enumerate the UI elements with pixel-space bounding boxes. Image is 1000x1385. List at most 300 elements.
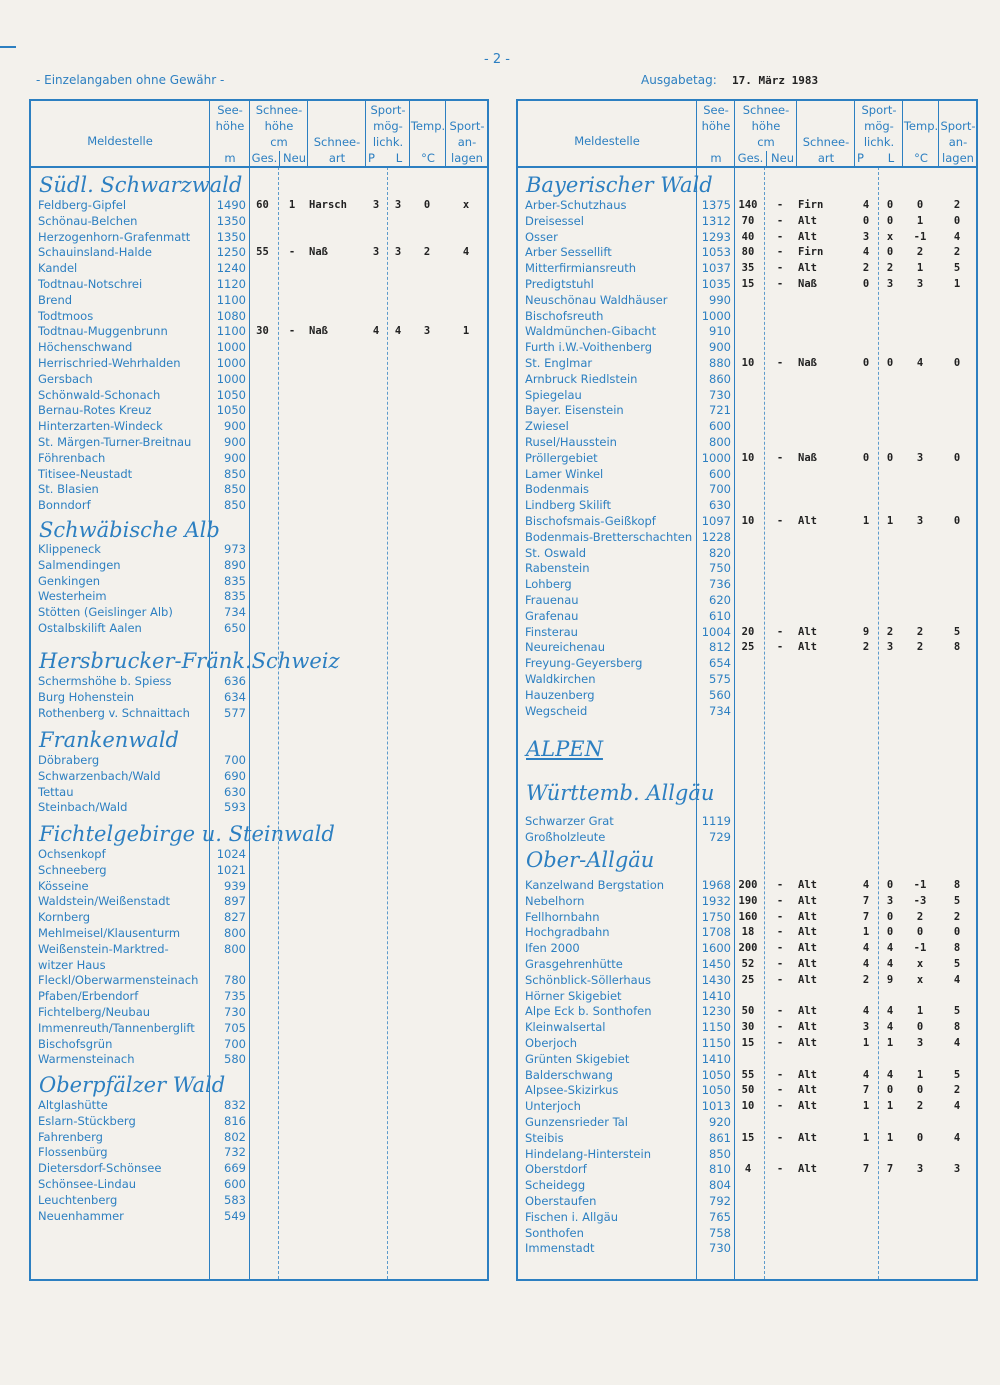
sport-p: 0 xyxy=(862,451,870,464)
sport-p: 2 xyxy=(862,262,870,275)
station-row xyxy=(518,1240,976,1256)
station-name: Oberjoch xyxy=(525,1036,577,1050)
station-row xyxy=(518,608,976,624)
header-sportanlagen xyxy=(445,101,488,166)
station-name: Zwiesel xyxy=(525,419,569,434)
station-row xyxy=(31,1129,487,1145)
sport-facilities: 2 xyxy=(953,910,961,923)
station-name: Brend xyxy=(38,292,73,307)
temperature: 0 xyxy=(916,1131,924,1144)
sport-l: 0 xyxy=(886,926,894,939)
sport-l: 3 xyxy=(394,246,402,259)
station-row xyxy=(518,276,976,292)
station-row xyxy=(518,560,976,576)
snow-type: Alt xyxy=(798,1084,817,1097)
station-name: St. Märgen-Turner-Breitnau xyxy=(38,435,192,449)
sport-l: 1 xyxy=(886,1037,894,1049)
station-altitude: 897 xyxy=(224,894,246,909)
snow-new: - xyxy=(288,325,296,338)
snow-new: - xyxy=(776,879,784,891)
station-row xyxy=(518,1114,976,1130)
station-altitude: 1119 xyxy=(701,814,731,828)
sport-facilities: 8 xyxy=(953,641,961,654)
station-altitude: 939 xyxy=(224,878,246,893)
station-row xyxy=(518,434,976,450)
station-name: Hochgradbahn xyxy=(525,925,610,940)
station-name: Fahrenberg xyxy=(38,1129,103,1144)
station-name: Flossenbürg xyxy=(38,1145,108,1160)
station-altitude: 1230 xyxy=(701,1004,731,1019)
sport-facilities: 8 xyxy=(953,1021,961,1034)
station-row xyxy=(31,1004,487,1020)
station-altitude: 1708 xyxy=(701,925,731,940)
sport-facilities: 3 xyxy=(953,1163,961,1176)
snow-type: Alt xyxy=(798,926,817,939)
sport-p: 3 xyxy=(862,230,870,243)
station-row xyxy=(518,197,976,213)
snow-total: 200 xyxy=(738,879,758,891)
sport-p: 4 xyxy=(862,1068,870,1081)
sport-l: 0 xyxy=(886,214,894,227)
station-altitude: 802 xyxy=(224,1129,246,1144)
station-altitude: 730 xyxy=(224,1005,246,1019)
station-altitude: 920 xyxy=(709,1115,731,1129)
station-altitude: 630 xyxy=(224,784,246,799)
temperature: 1 xyxy=(916,214,924,227)
sport-p: 2 xyxy=(862,973,870,986)
sport-p: 9 xyxy=(862,625,870,638)
snow-total: 70 xyxy=(741,214,755,227)
station-name: Herzogenhorn-Grafenmatt xyxy=(38,229,191,244)
temperature: 2 xyxy=(916,246,924,259)
sport-facilities: 4 xyxy=(953,1131,961,1144)
station-row xyxy=(518,450,976,466)
station-row xyxy=(518,387,976,403)
station-name: Arnbruck Riedlstein xyxy=(525,371,638,386)
station-row xyxy=(518,497,976,513)
sport-l: 3 xyxy=(886,894,894,907)
snow-type: Naß xyxy=(798,451,817,464)
temperature: 2 xyxy=(916,910,924,923)
sport-facilities: 2 xyxy=(953,199,961,211)
temperature: 1 xyxy=(916,1068,924,1081)
sport-facilities: 5 xyxy=(953,262,961,275)
station-name: Mehlmeisel/Klausenturm xyxy=(38,926,181,940)
snow-total: 52 xyxy=(741,958,755,970)
station-altitude: 820 xyxy=(709,545,731,560)
station-altitude: 780 xyxy=(224,973,246,988)
snow-type: Alt xyxy=(798,1068,817,1081)
station-altitude: 990 xyxy=(709,292,731,307)
snow-new: - xyxy=(776,910,784,923)
station-row xyxy=(518,323,976,339)
station-altitude: 890 xyxy=(224,557,246,572)
snow-new: - xyxy=(776,1163,784,1176)
station-altitude: 650 xyxy=(224,621,246,635)
station-altitude: 1228 xyxy=(701,529,731,544)
sport-p: 0 xyxy=(862,214,870,227)
header-temp xyxy=(902,101,939,166)
snow-type: Naß xyxy=(309,246,328,259)
station-row xyxy=(518,639,976,655)
station-name: St. Englmar xyxy=(525,356,593,370)
sport-facilities: 4 xyxy=(462,246,470,259)
sport-p: 4 xyxy=(862,199,870,211)
sport-facilities: 5 xyxy=(953,1005,961,1018)
station-altitude: 1013 xyxy=(701,1099,731,1114)
station-row xyxy=(518,988,976,1004)
temperature: -1 xyxy=(913,230,927,243)
station-name: Alpe Eck b. Sonthofen xyxy=(525,1004,652,1019)
sport-facilities: 0 xyxy=(953,515,961,527)
temperature: 3 xyxy=(916,515,924,527)
right-table xyxy=(516,99,978,1281)
station-altitude: 549 xyxy=(224,1208,246,1223)
header-schneehoehe-line: Schnee- xyxy=(255,103,303,117)
station-name: Ostalbskilift Aalen xyxy=(38,621,142,635)
header-l: L xyxy=(395,151,403,165)
snow-total: 15 xyxy=(741,1037,755,1049)
station-name: Grasgehrenhütte xyxy=(525,957,623,971)
station-row xyxy=(31,893,487,909)
station-row xyxy=(518,213,976,229)
station-row xyxy=(31,323,487,339)
snow-total: 60 xyxy=(256,199,269,211)
snow-total: 50 xyxy=(741,1005,755,1018)
section-title: Ober-Allgäu xyxy=(526,848,655,872)
station-row xyxy=(518,956,976,972)
snow-type: Alt xyxy=(798,958,817,970)
station-row xyxy=(31,1144,487,1160)
station-altitude: 669 xyxy=(224,1161,246,1176)
sport-p: 3 xyxy=(372,199,380,211)
snow-type: Alt xyxy=(798,214,817,227)
snow-type: Alt xyxy=(798,973,817,986)
station-row xyxy=(518,371,976,387)
station-row xyxy=(31,972,487,988)
temperature: 0 xyxy=(916,199,924,211)
header-schneeart-line: Schnee- xyxy=(313,135,361,149)
station-name: Westerheim xyxy=(38,589,107,604)
station-name: Lindberg Skilift xyxy=(525,498,611,513)
snow-type: Alt xyxy=(798,910,817,923)
header-seehoehe-line: See- xyxy=(703,103,729,117)
station-name: Grafenau xyxy=(525,608,579,623)
station-altitude: 593 xyxy=(224,800,246,815)
station-name: Furth i.W.-Voithenberg xyxy=(525,340,653,355)
station-row xyxy=(31,588,487,604)
snow-type: Alt xyxy=(798,1163,817,1176)
station-row xyxy=(518,576,976,592)
snow-total: 10 xyxy=(741,357,755,369)
station-altitude: 1120 xyxy=(216,277,246,291)
header-seehoehe-line: m xyxy=(710,151,722,165)
header-seehoehe-line xyxy=(697,135,735,150)
station-altitude: 835 xyxy=(224,589,246,604)
station-name: Tettau xyxy=(38,784,74,799)
snow-new: - xyxy=(776,199,784,211)
sport-facilities: 5 xyxy=(953,625,961,638)
sport-l: 1 xyxy=(886,1100,894,1113)
station-name: Bischofsgrün xyxy=(38,1036,113,1051)
sport-l: 4 xyxy=(886,1005,894,1018)
station-row xyxy=(518,529,976,545)
station-altitude: 835 xyxy=(224,573,246,588)
sport-facilities: 0 xyxy=(953,214,961,227)
snow-new: - xyxy=(776,1005,784,1018)
header-sport-line: lichk. xyxy=(372,135,404,149)
station-row xyxy=(31,705,487,721)
sport-p: 1 xyxy=(862,1131,870,1144)
station-name: Scheidegg xyxy=(525,1178,586,1193)
station-altitude: 800 xyxy=(709,435,731,449)
station-row xyxy=(518,829,976,845)
station-name: Salmendingen xyxy=(38,557,121,572)
station-name: Schwarzenbach/Wald xyxy=(38,768,161,783)
header-temp-line: °C xyxy=(421,151,435,165)
station-row xyxy=(518,909,976,925)
header-schneehoehe xyxy=(734,101,797,166)
station-name: Neuschönau Waldhäuser xyxy=(525,292,668,307)
station-name: Warmensteinach xyxy=(38,1052,135,1067)
header-sport-line: mög- xyxy=(864,119,894,133)
station-row xyxy=(31,752,487,768)
station-row xyxy=(31,339,487,355)
issue-label: Ausgabetag: xyxy=(641,73,717,87)
station-row xyxy=(518,229,976,245)
page-edge-mark xyxy=(0,46,16,48)
station-altitude: 600 xyxy=(224,1177,246,1191)
disclaimer: - Einzelangaben ohne Gewähr - xyxy=(36,73,225,87)
station-row xyxy=(518,813,976,829)
header-sport-line: Sport- xyxy=(861,103,897,117)
snow-total: 10 xyxy=(741,1100,755,1113)
temperature: 2 xyxy=(916,641,924,654)
snow-new: - xyxy=(776,926,784,939)
station-name: Steibis xyxy=(525,1130,564,1145)
temperature: x xyxy=(916,958,924,970)
header-schneehoehe-line: Schnee- xyxy=(742,103,790,117)
station-row xyxy=(518,513,976,529)
header-l: L xyxy=(887,151,895,165)
header-schneehoehe-line: cm xyxy=(757,135,775,149)
station-name: Döbraberg xyxy=(38,753,100,767)
station-row xyxy=(518,1130,976,1146)
temperature: 1 xyxy=(916,262,924,275)
header-temp-line: Temp. xyxy=(410,119,446,133)
header-meldestelle-label: Meldestelle xyxy=(87,134,153,148)
station-row xyxy=(31,1097,487,1113)
sport-facilities: 1 xyxy=(953,278,961,290)
sport-l: 0 xyxy=(886,910,894,923)
sport-l: 4 xyxy=(394,325,402,338)
station-altitude: 580 xyxy=(224,1052,246,1067)
temperature: -1 xyxy=(913,942,927,955)
station-altitude: 1750 xyxy=(701,909,731,924)
station-row xyxy=(518,1035,976,1051)
station-altitude: 734 xyxy=(224,605,246,620)
header-sportanlagen xyxy=(938,101,977,166)
snow-type: Alt xyxy=(798,894,817,907)
snow-new: - xyxy=(776,942,784,955)
header-anlagen-line: Sport- xyxy=(449,119,485,133)
header-schneeart-line: art xyxy=(328,151,346,165)
station-row xyxy=(31,244,487,260)
sport-l: 1 xyxy=(886,1131,894,1144)
snow-type: Alt xyxy=(798,879,817,891)
station-row xyxy=(518,624,976,640)
station-name: Oberstdorf xyxy=(525,1162,587,1177)
snow-total: 190 xyxy=(738,894,758,907)
sport-p: 7 xyxy=(862,894,870,907)
snow-total: 50 xyxy=(741,1084,755,1097)
station-altitude: 600 xyxy=(709,466,731,481)
station-row xyxy=(31,925,487,941)
snow-new: - xyxy=(776,451,784,464)
station-name: Steinbach/Wald xyxy=(38,800,128,815)
temperature: 3 xyxy=(423,325,431,338)
sport-facilities: 4 xyxy=(953,230,961,243)
snow-new: - xyxy=(776,278,784,290)
station-name: Stötten (Geislinger Alb) xyxy=(38,605,173,620)
station-row xyxy=(518,1177,976,1193)
station-row xyxy=(31,434,487,450)
station-row xyxy=(518,1082,976,1098)
station-name: Altglashütte xyxy=(38,1098,108,1112)
station-altitude: 730 xyxy=(709,387,731,402)
header-neu: Neu xyxy=(279,151,309,166)
snow-total: 20 xyxy=(741,625,755,638)
header-schneehoehe-line: höhe xyxy=(751,119,781,133)
section-title: ALPEN xyxy=(526,737,603,761)
station-altitude: 1410 xyxy=(701,1051,731,1066)
sport-p: 1 xyxy=(862,515,870,527)
station-name: Grünten Skigebiet xyxy=(525,1051,630,1066)
station-altitude: 654 xyxy=(709,656,731,671)
station-altitude: 732 xyxy=(224,1145,246,1160)
station-row xyxy=(31,229,487,245)
snow-type: Naß xyxy=(798,278,817,290)
sport-facilities: 5 xyxy=(953,1068,961,1081)
station-name: Spiegelau xyxy=(525,387,582,402)
station-altitude: 765 xyxy=(709,1209,731,1224)
header-seehoehe-line: höhe xyxy=(701,119,731,133)
header-meldestelle xyxy=(518,101,696,166)
station-altitude: 610 xyxy=(709,608,731,623)
station-row xyxy=(31,308,487,324)
station-altitude: 792 xyxy=(709,1194,731,1208)
station-altitude: 560 xyxy=(709,687,731,702)
station-row xyxy=(518,877,976,893)
header-anlagen-line: an- xyxy=(457,135,477,149)
snow-total: 140 xyxy=(738,199,758,211)
station-row xyxy=(31,768,487,784)
snow-new: - xyxy=(776,262,784,275)
header-sport-line: lichk. xyxy=(863,135,895,149)
snow-type: Alt xyxy=(798,230,817,243)
section-title: Oberpfälzer Wald xyxy=(39,1073,226,1097)
snow-total: 15 xyxy=(741,1131,755,1144)
header-schneeart xyxy=(796,101,855,166)
sport-l: x xyxy=(886,230,894,243)
sport-l: 2 xyxy=(886,262,894,275)
station-name: Finsterau xyxy=(525,624,578,639)
header-separator xyxy=(31,166,487,168)
header-sport-line: mög- xyxy=(373,119,403,133)
station-altitude: 1080 xyxy=(216,308,246,323)
snow-new: - xyxy=(776,973,784,986)
snow-total: 18 xyxy=(741,926,755,939)
station-row xyxy=(31,402,487,418)
station-name: Hauzenberg xyxy=(525,687,595,702)
sport-facilities: x xyxy=(462,199,470,211)
station-name: Hörner Skigebiet xyxy=(525,988,622,1003)
station-name: Frauenau xyxy=(525,593,579,607)
station-name: Rabenstein xyxy=(525,561,590,576)
station-altitude: 690 xyxy=(224,768,246,783)
station-altitude: 1932 xyxy=(701,893,731,908)
section-title: Bayerischer Wald xyxy=(526,173,713,197)
station-name: Schwarzer Grat xyxy=(525,814,614,828)
station-name: Bischofsmais-Geißkopf xyxy=(525,514,656,528)
sport-p: 4 xyxy=(862,246,870,259)
station-row xyxy=(518,940,976,956)
station-row xyxy=(31,878,487,894)
header-schneeart-line: art xyxy=(817,151,835,165)
station-altitude: 804 xyxy=(709,1178,731,1193)
header-schneehoehe-line: cm xyxy=(270,135,288,149)
station-name: Waldkirchen xyxy=(525,672,596,686)
station-altitude: 900 xyxy=(224,435,246,449)
section-title: Hersbrucker-Fränk.Schweiz xyxy=(39,649,340,673)
snow-total: 30 xyxy=(256,325,269,338)
station-row xyxy=(518,893,976,909)
station-row xyxy=(31,1051,487,1067)
sport-p: 1 xyxy=(862,1100,870,1113)
snow-total: 4 xyxy=(744,1163,752,1176)
station-altitude: 750 xyxy=(709,561,731,576)
header-seehoehe xyxy=(696,101,735,166)
station-name: Bonndorf xyxy=(38,498,91,513)
station-altitude: 736 xyxy=(709,577,731,592)
station-name: Fichtelberg/Neubau xyxy=(38,1005,151,1019)
station-name: Herrischried-Wehrhalden xyxy=(38,356,181,370)
station-altitude: 620 xyxy=(709,593,731,607)
sport-l: 3 xyxy=(394,199,402,211)
header-temp-line xyxy=(903,135,939,150)
snow-type: Alt xyxy=(798,641,817,654)
snow-new: 1 xyxy=(288,199,296,211)
station-name: witzer Haus xyxy=(38,957,106,972)
station-name: Schauinsland-Halde xyxy=(38,245,152,260)
sport-l: 3 xyxy=(886,641,894,654)
temperature: -1 xyxy=(913,879,927,891)
station-altitude: 1968 xyxy=(701,878,731,892)
header-sportmoeglichkeit xyxy=(854,101,903,166)
station-altitude: 861 xyxy=(709,1130,731,1145)
station-altitude: 1024 xyxy=(216,847,246,861)
snow-new: - xyxy=(776,1131,784,1144)
snow-type: Firn xyxy=(798,246,824,259)
station-row xyxy=(518,1209,976,1225)
sport-p: 0 xyxy=(862,357,870,369)
station-altitude: 1150 xyxy=(701,1020,731,1035)
station-name: Bayer. Eisenstein xyxy=(525,403,624,418)
station-row xyxy=(31,418,487,434)
station-row xyxy=(518,418,976,434)
station-name: Waldstein/Weißenstadt xyxy=(38,894,171,909)
header-anlagen-line: an- xyxy=(948,135,968,149)
